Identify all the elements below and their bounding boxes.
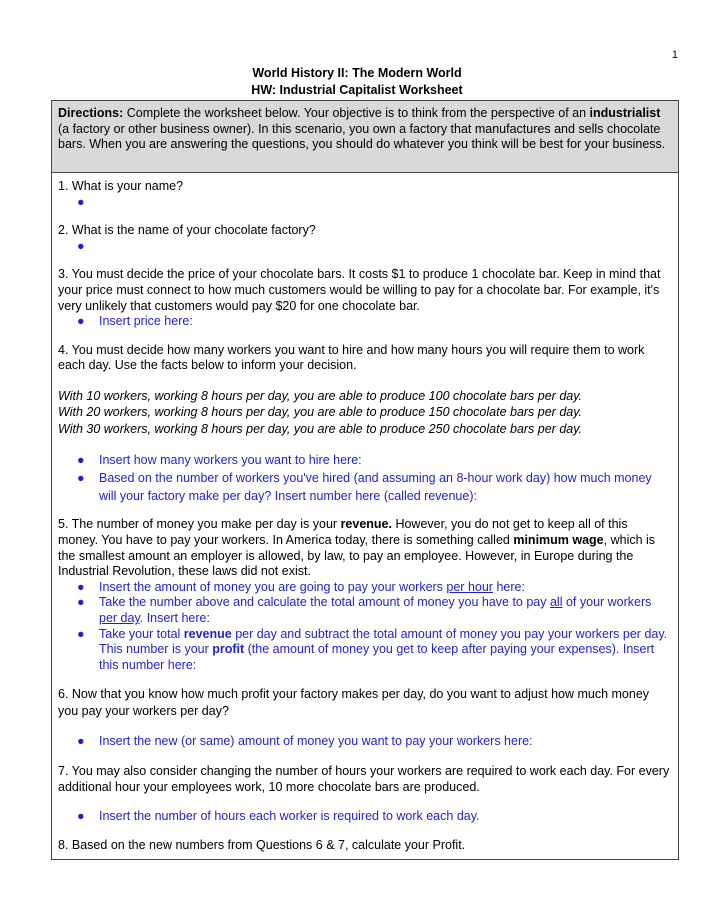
fact-20-workers: With 20 workers, working 8 hours per day, you are able to produce 150 chocolate bars per day.: [58, 405, 583, 420]
worksheet-box: [51, 100, 679, 860]
directions-label: Directions:: [58, 106, 124, 120]
worksheet-title: HW: Industrial Capitalist Worksheet: [251, 83, 463, 97]
question-3-answer-bullet[interactable]: [58, 314, 671, 330]
question-6: 6. Now that you know how much profit your factory makes per day, do you want to adjust how much money you pay your workers per day?: [58, 687, 650, 719]
bullet-icon: ●: [77, 238, 85, 253]
minimum-wage-term: minimum wage: [513, 533, 604, 548]
bullet-icon: ●: [77, 314, 85, 329]
daily-wages-answer-bullet[interactable]: ● Take the number above and calculate the total amount of money you have to pay all of your workers per day. Insert here:: [77, 595, 652, 625]
bullet-icon: ●: [77, 809, 85, 824]
question-2-answer-bullet[interactable]: [58, 239, 671, 255]
revenue-prompt: Based on the number of workers you've hired (and assuming an 8-hour work day) how much money will your factory make per day? Insert number here (called revenue):: [99, 471, 652, 504]
question-8: 8. Based on the new numbers from Questions 6 & 7, calculate your Profit.: [58, 837, 466, 852]
question-5: 5. The number of money you make per day is your revenue. However, you do not get to keep all of this money. You have to pay your workers. In America today, there is something called minimum wage, which is the smallest amount an employer is allowed, by law, to pay an employee. However, in Europe during the Industrial Revolution, these laws did not exist.: [58, 517, 656, 579]
directions-bold-term: industrialist: [589, 106, 661, 120]
question-4: 4. You must decide how many workers you want to hire and how many hours you will require them to work each day. Use the facts below to inform your decision.: [58, 342, 645, 373]
question-1-answer-list: [58, 195, 671, 211]
questions-area: [52, 173, 678, 853]
directions-text-continued: (a factory or other business owner). In this scenario, you own a factory that manufactures and sells chocolate bars. When you are answering the questions, you should do whatever you think will be best for your business.: [58, 121, 666, 152]
question-5-answer-list: [58, 580, 671, 674]
hours-answer-bullet[interactable]: ● Insert the number of hours each worker is required to work each day.: [77, 809, 480, 824]
bullet-icon: ●: [77, 595, 85, 610]
hourly-wage-answer-bullet[interactable]: ● Insert the amount of money you are going to pay your workers per hour here:: [77, 579, 525, 594]
production-facts: [58, 388, 671, 438]
revenue-term: revenue.: [340, 517, 392, 532]
question-2: 2. What is the name of your chocolate factory?: [58, 223, 316, 238]
question-3: 3. You must decide the price of your chocolate bars. It costs $1 to produce 1 chocolate bar. Keep in mind that your price must connect to how much customers would be willing to pay for a chocolate bar. For example, it's very unlikely that customers would pay $20 for one chocolate bar.: [58, 267, 661, 313]
revenue-answer-bullet[interactable]: [58, 469, 671, 505]
fact-10-workers: With 10 workers, working 8 hours per day, you are able to produce 100 chocolate bars per day.: [58, 388, 583, 403]
bullet-icon: ●: [77, 734, 85, 749]
bullet-icon: ●: [77, 471, 85, 486]
fact-30-workers: With 30 workers, working 8 hours per day, you are able to produce 250 chocolate bars per day.: [58, 421, 583, 436]
workers-prompt: Insert how many workers you want to hire here:: [99, 453, 362, 468]
question-1: 1. What is your name?: [58, 179, 184, 193]
profit-answer-bullet[interactable]: ● Take your total revenue per day and subtract the total amount of money you pay your workers per day. This number is your profit (the amount of money you get to keep after paying your expenses). Insert this number here:: [77, 626, 668, 672]
question-2-answer-list: [58, 239, 671, 255]
directions-text: Complete the worksheet below. Your objective is to think from the perspective of an: [123, 106, 590, 120]
question-1-answer-bullet[interactable]: [58, 195, 671, 211]
question-7: 7. You may also consider changing the number of hours your workers are required to work each day. For every additional hour your employees work, 10 more chocolate bars are produced.: [58, 763, 670, 794]
bullet-icon: ●: [77, 579, 85, 594]
bullet-icon: ●: [77, 194, 85, 209]
question-4-answer-list: [58, 451, 671, 505]
bullet-icon: ●: [77, 626, 85, 641]
document-title: World History II: The Modern World: [252, 66, 462, 80]
price-prompt: Insert price here:: [99, 314, 193, 329]
question-3-answer-list: [58, 314, 671, 330]
bullet-icon: ●: [77, 453, 85, 468]
new-wage-answer-bullet[interactable]: ● Insert the new (or same) amount of money you want to pay your workers here:: [77, 734, 533, 749]
question-7-answer-list: [58, 809, 671, 825]
directions-panel: [52, 101, 678, 173]
workers-answer-bullet[interactable]: [58, 451, 671, 469]
question-6-answer-list: [58, 734, 671, 750]
page-number: 1: [671, 49, 678, 61]
